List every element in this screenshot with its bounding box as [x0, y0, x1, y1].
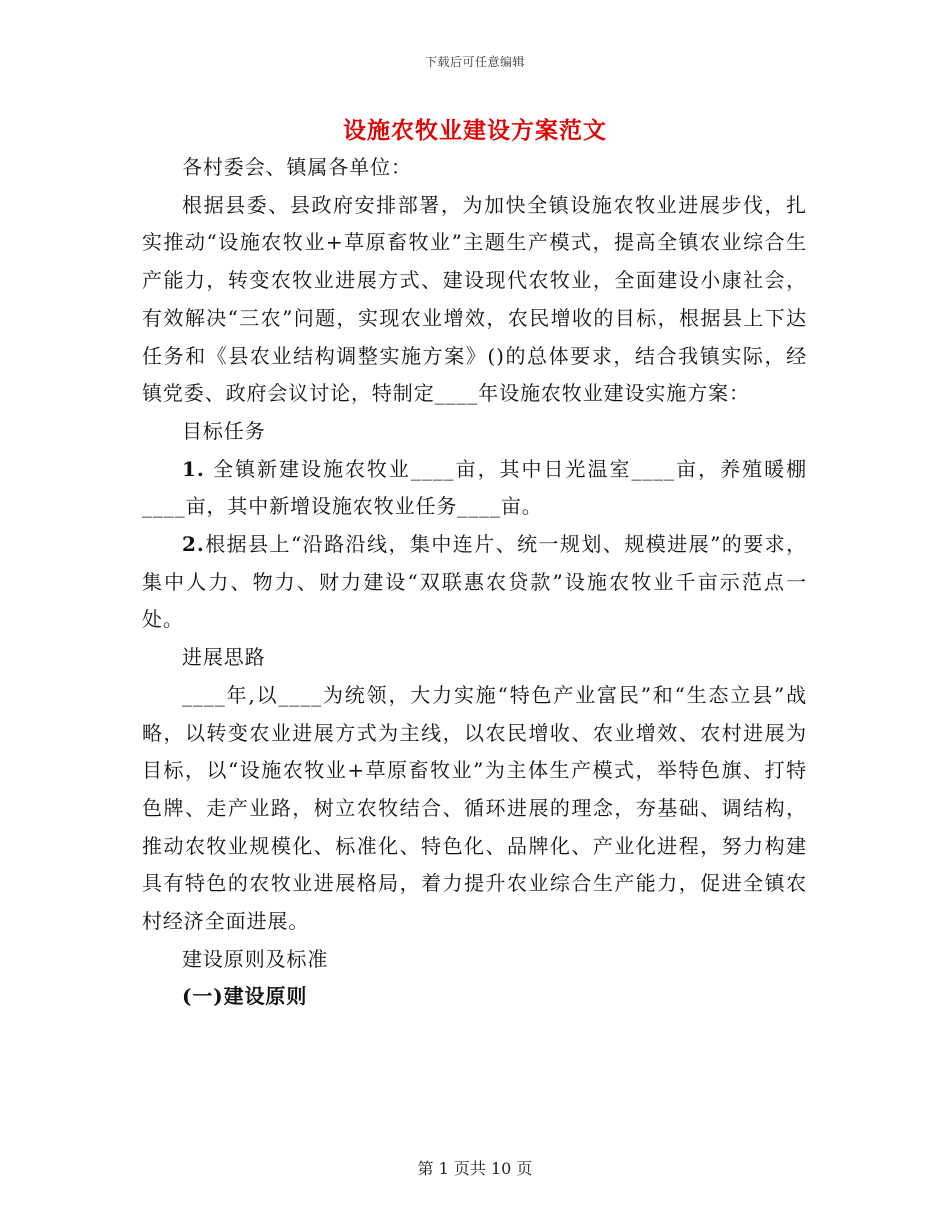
- heading-goal: 目标任务: [182, 418, 266, 443]
- page-footer: 第 1 页共 10 页: [417, 1159, 533, 1178]
- goal-item-2-text: 根据县上“沿路沿线，集中连片、统一规划、规模进展”的要求，集中人力、物力、财力建设“双联惠农贷款”设施农牧业千亩示范点一处。: [142, 532, 807, 632]
- goal-item-2: [142, 526, 807, 639]
- intro-paragraph: 根据县委、县政府安排部署，为加快全镇设施农牧业进展步伐，扎实推动“设施农牧业+草原畜牧业”主题生产模式，提高全镇农业综合生产能力，转变农牧业进展方式、建设现代农牧业，全面建设小康社会，有效解决“三农”问题，实现农业增效，农民增收的目标，根据县上下达任务和《县农业结构调整实施方案》()的总体要求，结合我镇实际，经镇党委、政府会议讨论，特制定____年设施农牧业建设实施方案：: [142, 192, 807, 406]
- goal-item-1: [142, 451, 807, 526]
- document-body: [142, 149, 807, 1016]
- goal-item-1-text: 全镇新建设施农牧业____亩，其中日光温室____亩，养殖暖棚____亩，其中新增设施农牧业任务____亩。: [142, 456, 807, 519]
- heading-principle: 建设原则及标准: [182, 946, 329, 971]
- salutation: 各村委会、镇属各单位：: [182, 155, 412, 179]
- document-title: 设施农牧业建设方案范文: [343, 117, 607, 144]
- page-header-note: 下载后可任意编辑: [424, 55, 525, 69]
- idea-paragraph: ____年,以____为统领，大力实施“特色产业富民”和“生态立县”战略，以转变农业进展方式为主线，以农民增收、农业增效、农村进展为目标，以“设施农牧业+草原畜牧业”为主体生产模式，举特色旗、打特色牌、走产业路，树立农牧结合、循环进展的理念，夯基础、调结构，推动农牧业规模化、标准化、特色化、品牌化、产业化进程，努力构建具有特色的农牧业进展格局，着力提升农业综合生产能力，促进全镇农村经济全面进展。: [142, 682, 807, 934]
- heading-idea: 进展思路: [182, 645, 266, 670]
- goal-item-1-number: 1.: [182, 456, 205, 481]
- subheading-principle: (一)建设原则: [182, 984, 308, 1009]
- goal-item-2-number: 2.: [182, 532, 205, 557]
